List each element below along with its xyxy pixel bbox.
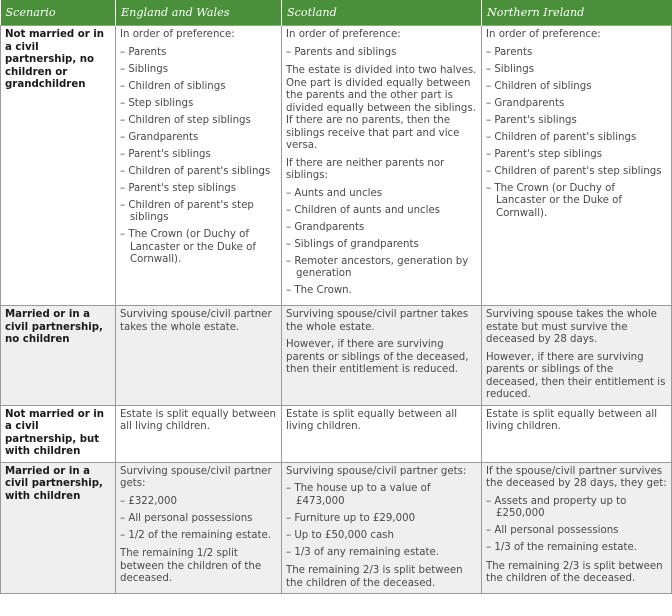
table-row bbox=[1, 306, 672, 406]
cell-england-wales bbox=[116, 462, 282, 594]
header-northern-ireland: Northern Ireland bbox=[482, 0, 672, 26]
list-item: – Grandparents bbox=[486, 98, 667, 111]
cell-paragraph: Estate is split equally between all living children. bbox=[120, 408, 276, 432]
cell-northern-ireland bbox=[482, 306, 672, 406]
cell-scotland bbox=[282, 462, 482, 594]
list-item: – Children of siblings bbox=[486, 81, 667, 94]
list-item: – Parent's siblings bbox=[486, 115, 667, 128]
cell-paragraph: If the spouse/civil partner survives the deceased by 28 days, they get: bbox=[486, 465, 667, 489]
list-item: – The Crown. bbox=[286, 285, 477, 298]
cell-paragraph: Surviving spouse/civil partner takes the whole estate. bbox=[286, 309, 469, 333]
list-item: – The Crown (or Duchy of Lancaster or the Duke of Cornwall). bbox=[486, 183, 667, 221]
list-item: – Parent's step siblings bbox=[486, 149, 667, 162]
list-item: – Step siblings bbox=[120, 98, 277, 111]
list-item: – Grandparents bbox=[286, 222, 477, 235]
cell-paragraph: Surviving spouse/civil partner gets: bbox=[286, 465, 467, 477]
list-item: – Children of parent's step siblings bbox=[120, 200, 277, 225]
list-item: – 1/3 of any remaining estate. bbox=[286, 547, 477, 560]
list-item: – All personal possessions bbox=[120, 513, 277, 526]
cell-england-wales bbox=[116, 26, 282, 306]
list-item: – Children of aunts and uncles bbox=[286, 205, 477, 218]
list-item: – Children of parent's siblings bbox=[486, 132, 667, 145]
list-item: – The house up to a value of £473,000 bbox=[286, 483, 477, 508]
cell-northern-ireland bbox=[482, 26, 672, 306]
cell-paragraph: Surviving spouse/civil partner gets: bbox=[120, 465, 272, 489]
list-item: – Furniture up to £29,000 bbox=[286, 513, 477, 526]
cell-scotland bbox=[282, 26, 482, 306]
cell-paragraph: Surviving spouse/civil partner takes the whole estate. bbox=[120, 309, 272, 333]
dash-list bbox=[120, 496, 277, 543]
table-row bbox=[1, 462, 672, 594]
cell-paragraph: However, if there are surviving parents or siblings of the deceased, then their entitlement is reduced. bbox=[286, 339, 469, 375]
list-item: – Aunts and uncles bbox=[286, 188, 477, 201]
cell-paragraph: The remaining 1/2 split between the children of the deceased. bbox=[120, 548, 262, 584]
cell-paragraph: However, if there are surviving parents or siblings of the deceased, then their entitlement is reduced. bbox=[486, 351, 666, 400]
cell-paragraph: Estate is split equally between all living children. bbox=[286, 408, 458, 432]
dash-list bbox=[286, 483, 477, 559]
list-item: – 1/2 of the remaining estate. bbox=[120, 530, 277, 543]
list-item: – Assets and property up to £250,000 bbox=[486, 496, 667, 521]
cell-scotland bbox=[282, 405, 482, 462]
list-item: – 1/3 of the remaining estate. bbox=[486, 542, 667, 555]
dash-list bbox=[486, 47, 667, 221]
cell-paragraph: In order of preference: bbox=[486, 29, 601, 40]
list-item: – Parents and siblings bbox=[286, 47, 477, 60]
list-item: – Parent's step siblings bbox=[120, 183, 277, 196]
cell-england-wales bbox=[116, 306, 282, 406]
list-item: – £322,000 bbox=[120, 496, 277, 509]
dash-list bbox=[486, 496, 667, 555]
cell-paragraph: Surviving spouse takes the whole estate but must survive the deceased by 28 days. bbox=[486, 309, 657, 345]
list-item: – Parents bbox=[120, 47, 277, 60]
cell-paragraph: The estate is divided into two halves. One part is divided equally between the parents and the other part is divided equally between the siblings. If there are no parents, then the siblings receive that part and vice versa. bbox=[286, 65, 477, 151]
table-row bbox=[1, 26, 672, 306]
list-item: – Children of parent's siblings bbox=[120, 166, 277, 179]
list-item: – Grandparents bbox=[120, 132, 277, 145]
cell-paragraph: If there are neither parents nor siblings: bbox=[286, 157, 445, 181]
cell-northern-ireland bbox=[482, 462, 672, 594]
list-item: – Parent's siblings bbox=[120, 149, 277, 162]
cell-scotland bbox=[282, 306, 482, 406]
list-item: – Children of parent's step siblings bbox=[486, 166, 667, 179]
cell-paragraph: In order of preference: bbox=[286, 29, 401, 40]
list-item: – Siblings bbox=[120, 64, 277, 77]
dash-list bbox=[120, 47, 277, 267]
list-item: – Siblings bbox=[486, 64, 667, 77]
table-row bbox=[1, 405, 672, 462]
cell-england-wales bbox=[116, 405, 282, 462]
scenario-cell: Married or in a civil partnership, no children bbox=[1, 306, 116, 406]
header-row bbox=[1, 0, 672, 26]
list-item: – Siblings of grandparents bbox=[286, 239, 477, 252]
list-item: – All personal possessions bbox=[486, 525, 667, 538]
cell-northern-ireland bbox=[482, 405, 672, 462]
list-item: – Parents bbox=[486, 47, 667, 60]
cell-paragraph: The remaining 2/3 is split between the children of the deceased. bbox=[286, 565, 463, 589]
dash-list bbox=[286, 47, 477, 60]
list-item: – Remoter ancestors, generation by generation bbox=[286, 256, 477, 281]
cell-paragraph: Estate is split equally between all living children. bbox=[486, 408, 658, 432]
scenario-cell: Not married or in a civil partnership, no children or grandchildren bbox=[1, 26, 116, 306]
cell-paragraph: In order of preference: bbox=[120, 29, 235, 40]
scenario-cell: Not married or in a civil partnership, but with children bbox=[1, 405, 116, 462]
scenario-cell: Married or in a civil partnership, with children bbox=[1, 462, 116, 594]
list-item: – The Crown (or Duchy of Lancaster or the Duke of Cornwall). bbox=[120, 229, 277, 267]
header-scotland: Scotland bbox=[282, 0, 482, 26]
list-item: – Children of step siblings bbox=[120, 115, 277, 128]
list-item: – Children of siblings bbox=[120, 81, 277, 94]
cell-paragraph: The remaining 2/3 is split between the children of the deceased. bbox=[486, 560, 663, 584]
header-england-wales: England and Wales bbox=[116, 0, 282, 26]
list-item: – Up to £50,000 cash bbox=[286, 530, 477, 543]
dash-list bbox=[286, 188, 477, 298]
header-scenario: Scenario bbox=[1, 0, 116, 26]
